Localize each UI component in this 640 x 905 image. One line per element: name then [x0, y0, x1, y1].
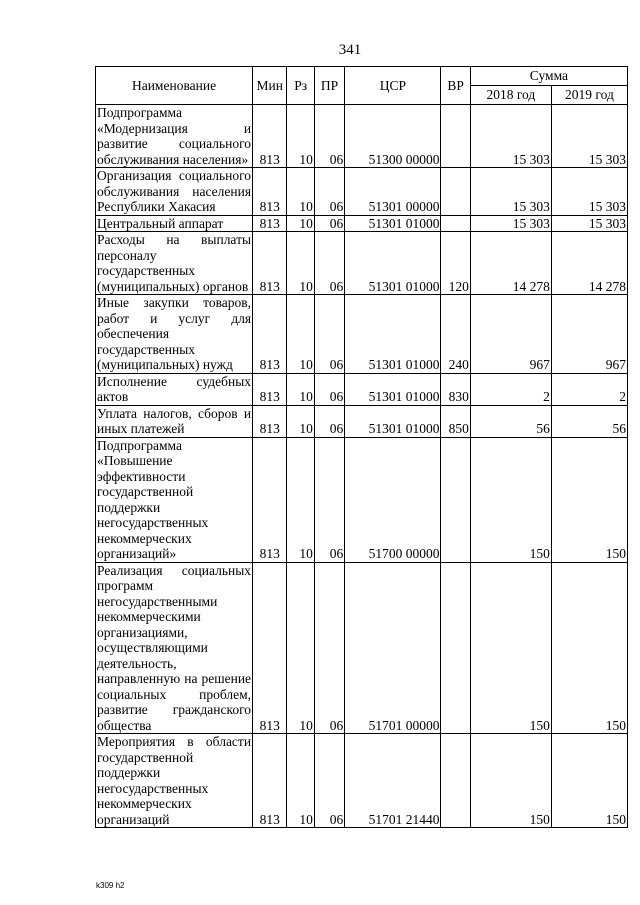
cell-csr: 51301 00000	[345, 168, 441, 216]
cell-min: 813	[253, 295, 287, 374]
cell-name: Мероприятия в области государственной поддержки негосударственных некоммерческих организаций	[97, 734, 252, 827]
cell-pr: 06	[314, 295, 344, 374]
cell-rz: 10	[287, 405, 314, 437]
table-row	[96, 295, 628, 374]
cell-vr	[441, 105, 470, 168]
cell-vr	[441, 437, 470, 562]
footer-code: k309 h2	[96, 881, 125, 890]
cell-pr: 06	[314, 105, 344, 168]
header-rz: Рз	[287, 67, 314, 105]
cell-2019: 56	[551, 405, 627, 437]
cell-csr: 51700 00000	[345, 437, 441, 562]
cell-2019: 150	[551, 562, 627, 734]
cell-min: 813	[253, 168, 287, 216]
table-row	[96, 437, 628, 562]
header-vr: ВР	[441, 67, 470, 105]
cell-min: 813	[253, 373, 287, 405]
cell-name: Иные закупки товаров, работ и услуг для обеспечения государственных (муниципальных) нужд	[97, 295, 252, 372]
cell-pr: 06	[314, 562, 344, 734]
cell-pr: 06	[314, 734, 344, 828]
table-row	[96, 562, 628, 734]
header-pr: ПР	[314, 67, 344, 105]
cell-min: 813	[253, 562, 287, 734]
cell-name: Реализация социальных программ негосударственными некоммерческими организациями, осуществляющими деятельность, направленную на решение социальных проблем, развитие гражданского общества	[97, 562, 252, 733]
cell-2019: 15 303	[551, 168, 627, 216]
cell-vr: 850	[441, 405, 470, 437]
table-row	[96, 405, 628, 437]
cell-2018: 56	[470, 405, 551, 437]
cell-pr: 06	[314, 232, 344, 295]
cell-name: Центральный аппарат	[96, 215, 253, 232]
header-csr: ЦСР	[345, 67, 441, 105]
budget-table	[95, 66, 628, 828]
cell-vr	[441, 734, 470, 828]
cell-2019: 150	[551, 437, 627, 562]
cell-2018: 14 278	[470, 232, 551, 295]
cell-min: 813	[253, 734, 287, 828]
cell-vr: 120	[441, 232, 470, 295]
cell-2019: 967	[551, 295, 627, 374]
cell-2018: 2	[470, 373, 551, 405]
cell-name: Подпрограмма «Модернизация и развитие социального обслуживания населения»	[97, 105, 252, 167]
cell-name: Исполнение судебных актов	[97, 373, 252, 404]
cell-min: 813	[253, 215, 287, 232]
cell-pr: 06	[314, 215, 344, 232]
cell-csr: 51301 01000	[345, 295, 441, 374]
cell-rz: 10	[287, 373, 314, 405]
cell-2019: 150	[551, 734, 627, 828]
cell-rz: 10	[287, 562, 314, 734]
cell-vr	[441, 562, 470, 734]
header-year-2019: 2019 год	[551, 86, 627, 105]
cell-min: 813	[253, 437, 287, 562]
table-row	[96, 734, 628, 828]
cell-2018: 967	[470, 295, 551, 374]
cell-2019: 15 303	[551, 105, 627, 168]
cell-min: 813	[253, 232, 287, 295]
cell-csr: 51701 00000	[345, 562, 441, 734]
cell-vr	[441, 168, 470, 216]
header-year-2018: 2018 год	[470, 86, 551, 105]
cell-rz: 10	[287, 232, 314, 295]
table-row	[96, 168, 628, 216]
cell-rz: 10	[287, 168, 314, 216]
table-row	[96, 232, 628, 295]
cell-csr: 51300 00000	[345, 105, 441, 168]
cell-rz: 10	[287, 105, 314, 168]
cell-name: Подпрограмма «Повышение эффективности государственной поддержки негосударственных некоммерческих организаций»	[96, 437, 253, 562]
cell-2019: 14 278	[551, 232, 627, 295]
header-sum: Сумма	[470, 67, 627, 86]
cell-pr: 06	[314, 373, 344, 405]
cell-csr: 51301 01000	[345, 373, 441, 405]
cell-rz: 10	[287, 437, 314, 562]
cell-2018: 150	[470, 562, 551, 734]
table-body	[96, 105, 628, 828]
table-row	[96, 105, 628, 168]
cell-vr: 830	[441, 373, 470, 405]
cell-csr: 51301 01000	[345, 405, 441, 437]
table-row	[96, 373, 628, 405]
cell-rz: 10	[287, 734, 314, 828]
cell-vr	[441, 215, 470, 232]
cell-pr: 06	[314, 437, 344, 562]
header-name: Наименование	[96, 67, 253, 105]
cell-2018: 150	[470, 437, 551, 562]
cell-name: Организация социального обслуживания населения Республики Хакасия	[97, 168, 252, 214]
cell-2019: 15 303	[551, 215, 627, 232]
cell-name: Уплата налогов, сборов и иных платежей	[97, 405, 252, 436]
cell-vr: 240	[441, 295, 470, 374]
cell-2018: 15 303	[470, 105, 551, 168]
cell-rz: 10	[287, 215, 314, 232]
cell-2018: 15 303	[470, 168, 551, 216]
cell-csr: 51701 21440	[345, 734, 441, 828]
cell-name: Расходы на выплаты персоналу государственных (муниципальных) органов	[97, 232, 252, 294]
page-number: 341	[338, 42, 362, 58]
cell-min: 813	[253, 105, 287, 168]
cell-csr: 51301 01000	[345, 232, 441, 295]
cell-csr: 51301 01000	[345, 215, 441, 232]
cell-pr: 06	[314, 168, 344, 216]
cell-min: 813	[253, 405, 287, 437]
cell-pr: 06	[314, 405, 344, 437]
cell-2018: 150	[470, 734, 551, 828]
cell-2018: 15 303	[470, 215, 551, 232]
table-row	[96, 215, 628, 232]
cell-rz: 10	[287, 295, 314, 374]
header-min: Мин	[253, 67, 287, 105]
cell-2019: 2	[551, 373, 627, 405]
